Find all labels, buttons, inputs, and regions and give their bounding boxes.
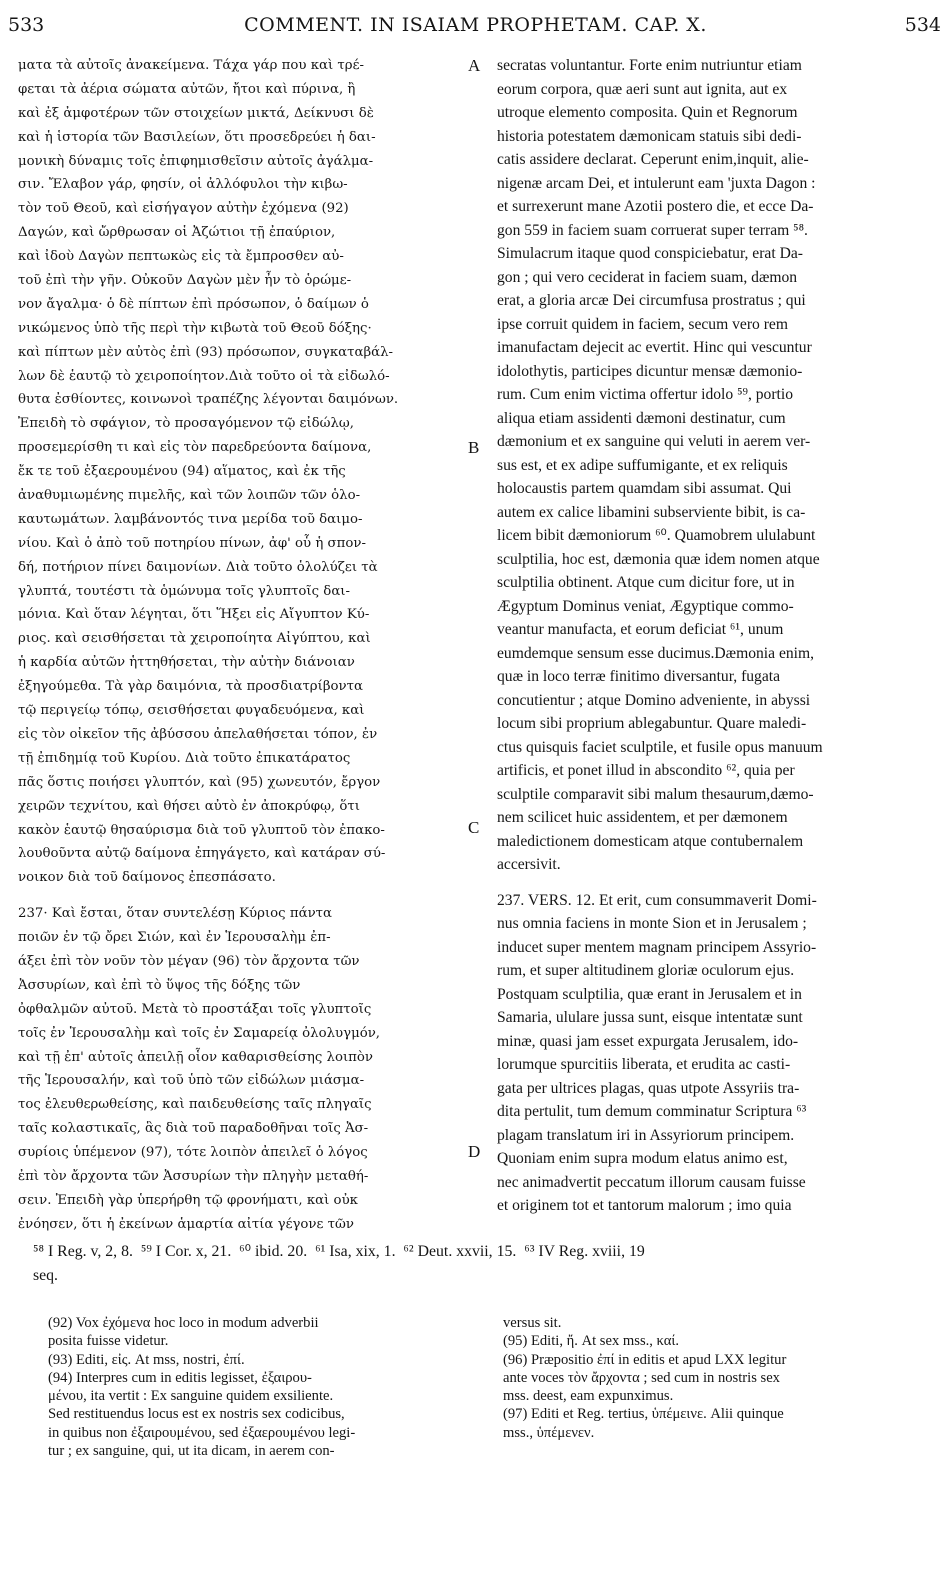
footnote-references: ⁵⁸ I Reg. v, 2, 8. ⁵⁹ I Cor. x, 21. ⁶⁰ ibid. 20. ⁶¹ Isa, xix, 1. ⁶² Deut. xxvii, 15. ⁶³ IV Reg. xviii, 19 seq. xyxy=(33,1243,645,1284)
latin-text-line: historia potestatem dæmonicam statuis sibi dedi- xyxy=(497,127,802,145)
latin-text-line: nigenæ arcam Dei, et intulerunt eam 'juxta Dagon : xyxy=(497,174,816,192)
latin-text-line: nem scilicet huic assidentem, et per dæmonem xyxy=(497,809,788,826)
latin-text-line: ctus quisquis faciet sculptile, et fusile opus manuum xyxy=(497,738,823,756)
latin-text-line: idolothytis, participes dicuntur mensæ dæmonio- xyxy=(497,362,803,380)
greek-text-line: τῇ ἐπιδημίᾳ τοῦ Κυρίου. Διὰ τοῦτο ἐπικατάρατος xyxy=(18,750,351,766)
greek-text-line: καὶ τῇ ἐπ' αὐτοῖς ἀπειλῇ οἷον καθαρισθείσης λοιπὸν xyxy=(18,1049,374,1065)
greek-column xyxy=(18,54,480,1237)
greek-text-line: μονικὴ δύναμις τοῖς ἐπιφημισθεῖσιν αὐτοῖς ἀγάλμα- xyxy=(18,153,374,169)
latin-text-line: Quoniam enim supra modum elatus animo est, xyxy=(497,1150,788,1167)
latin-column xyxy=(497,54,927,1218)
greek-text-line: άξει ἐπὶ τὸν νοῦν τὸν μέγαν (96) τὸν ἄρχοντα τῶν xyxy=(18,953,360,969)
latin-text-line: dita pertulit, tum demum comminatur Scriptura ⁶³ xyxy=(497,1103,807,1120)
latin-text-line: Samaria, ululare jussa sunt, eisque intentatæ sunt xyxy=(497,1009,803,1026)
latin-text-line: eumdemque sensum esse ducimus.Dæmonia enim, xyxy=(497,644,815,662)
latin-text-line: Postquam sculptilia, quæ erant in Jerusalem et in xyxy=(497,985,802,1003)
note-line: mss. deest, eam expunximus. xyxy=(503,1388,674,1405)
note-line: μένου, ita vertit : Ex sanguine quidem exsiliente. xyxy=(48,1388,334,1405)
greek-text-line: καυτωμάτων. λαμβάνοντός τινα μερίδα τοῦ δαιμο- xyxy=(18,511,363,527)
note-line: in quibus non ἐξαιρουμένου, sed ἐξαερουμένου legi- xyxy=(48,1424,356,1441)
latin-text-line: Ægyptum Dominus veniat, Ægyptique commo- xyxy=(497,597,794,615)
latin-text-line: maledictionem domesticam atque contubernalem xyxy=(497,832,804,850)
greek-text-line: ἡ καρδία αὐτῶν ἡττηθήσεται, τὴν αὐτὴν διάνοιαν xyxy=(18,655,355,671)
latin-text-line: rum. Cum enim victima offertur idolo ⁵⁹, portio xyxy=(497,386,793,403)
greek-text-line: καὶ ἰδοὺ Δαγὼν πεπτωκὼς εἰς τὰ ἔμπροσθεν αὐ- xyxy=(18,249,344,265)
margin-letter-b: B xyxy=(468,438,480,457)
greek-text-line: τος ἐλευθερωθείσης, καὶ παιδευθείσης ταῖς πληγαῖς xyxy=(18,1097,372,1113)
greek-text-line: τοῦ ἐπὶ τὴν γῆν. Οὐκοῦν Δαγὼν μὲν ἦν τὸ ὁρώμε- xyxy=(18,273,352,289)
greek-text-line: ματα τὰ αὐτοῖς ἀνακείμενα. Τάχα γάρ που καὶ τρέ- xyxy=(18,58,364,73)
greek-text-line: μόνια. Καὶ ὅταν λέγηται, ὅτι Ἥξει εἰς Αἴγυπτον Κύ- xyxy=(18,607,370,623)
greek-text-line: εἰς τὸν οἰκεῖον τῆς ἀβύσσου ἀπελαθήσεται τόπον, ἐν xyxy=(18,726,378,742)
notes-left xyxy=(48,1314,488,1460)
section-gap xyxy=(18,890,480,902)
latin-text-line: et surrexerunt mane Azotii postero die, et ecce Da- xyxy=(497,198,814,215)
latin-text-line: sus est, et ex adipe suffumigante, et ex reliquis xyxy=(497,456,788,474)
greek-text-line: ἐξηγούμεθα. Τὰ γὰρ δαιμόνια, τὰ προσδιατρίβοντα xyxy=(18,679,363,695)
greek-text-line: Ἀσσυρίων, καὶ ἐπὶ τὸ ὕψος τῆς δόξης τῶν xyxy=(18,977,301,993)
latin-text-line: ipse corruit quidem in faciem, secum vero rem xyxy=(497,315,788,333)
page-number-left: 533 xyxy=(8,14,45,36)
greek-text-line: σειν. Ἐπειδὴ γὰρ ὑπερήρθη τῷ φρονήματι, καὶ οὐκ xyxy=(18,1192,358,1208)
greek-text-line: καὶ ἡ ἱστορία τῶν Βασιλείων, ὅτι προσεδρεύει ἡ δαι- xyxy=(18,129,376,145)
latin-text-line: locum sibi proprium ablegabuntur. Quare maledi- xyxy=(497,715,807,732)
latin-text-line: catis assidere declarat. Ceperunt enim,inquit, alie- xyxy=(497,151,809,168)
latin-text-line: utroque elemento composita. Quin et Regnorum xyxy=(497,104,798,121)
latin-text-line: accersivit. xyxy=(497,856,561,873)
latin-text-line: inducet super mentem magnam principem Assyrio- xyxy=(497,938,817,956)
greek-text-line: σιν. Ἔλαβον γάρ, φησίν, οἱ ἀλλόφυλοι τὴν κιβω- xyxy=(18,177,348,193)
latin-text-line: rum, et super altitudinem gloriæ oculorum ejus. xyxy=(497,962,795,979)
note-line: Sed restituendus locus est ex nostris sex codicibus, xyxy=(48,1406,345,1423)
latin-text-line: sculptile comparavit sibi malum thesaurum,dæmo- xyxy=(497,785,814,803)
greek-text-line: χειρῶν τεχνίτου, καὶ θήσει αὐτὸ ἐν ἀποκρύφῳ, ὅτι xyxy=(18,798,360,814)
note-line: (97) Editi et Reg. tertius, ὑπέμεινε. Alii quinque xyxy=(503,1406,784,1423)
greek-text-line: ριος. καὶ σεισθήσεται τὰ χειροποίητα Αἰγύπτου, καὶ xyxy=(18,631,371,647)
greek-text-line: ποιῶν ἐν τῷ ὄρει Σιών, καὶ ἐν Ἱερουσαλὴμ ἐπ- xyxy=(18,930,331,946)
latin-text-line: eorum corpora, quæ aeri sunt aut ignita, aut ex xyxy=(497,80,788,98)
latin-text-line: nus omnia faciens in monte Sion et in Jerusalem ; xyxy=(497,915,807,932)
greek-text-line: νον ἄγαλμα· ὁ δὲ πίπτων ἐπὶ πρόσωπον, ὁ δαίμων ὁ xyxy=(18,296,369,312)
latin-text-line: gata per ultrices plagas, quas utpote Assyriis tra- xyxy=(497,1079,800,1097)
greek-text-line: ἐνόησεν, ὅτι ἡ ἐκείνων ἁμαρτία αἰτία γέγονε τῶν xyxy=(18,1216,354,1232)
latin-text-line: sculptilia, hoc est, dæmonia quæ idem nomen atque xyxy=(497,550,820,568)
greek-text-line: νοικον διὰ τοῦ δαίμονος ἐπεσπάσατο. xyxy=(18,870,276,886)
greek-text-line: ἀναθυμιωμένης πιμελῆς, καὶ τῶν λοιπῶν τῶν ὁλο- xyxy=(18,488,361,504)
latin-text-line: imanufactam dejecit ac evertit. Hinc qui vescuntur xyxy=(497,339,812,356)
latin-text-line: 237. VERS. 12. Et erit, cum consummaverit Domi- xyxy=(497,891,817,909)
greek-text-line: Ἐπειδὴ τὸ σφάγιον, τὸ προσαγόμενον τῷ εἰδώλῳ, xyxy=(18,416,354,432)
latin-text-line: dæmonium et ex sanguine qui veluti in aerem ver- xyxy=(497,433,811,450)
greek-text-line: ταῖς κολαστικαῖς, ἃς διὰ τοῦ παραδοθῆναι τοῖς Ἀσ- xyxy=(18,1121,369,1137)
greek-text-line: ἐπὶ τὸν ἄρχοντα τῶν Ἀσσυρίων τὴν πληγὴν μεταθή- xyxy=(18,1168,369,1184)
greek-text-line: νίου. Καὶ ὁ ἀπὸ τοῦ ποτηρίου πίνων, ἀφ' οὗ ἡ σπον- xyxy=(18,535,366,551)
greek-text-line: τῷ περιγείῳ τόπῳ, σεισθήσεται φυγαδευόμενα, καὶ xyxy=(18,703,365,719)
latin-text-line: artificis, et ponet illud in abscondito ⁶², quia per xyxy=(497,762,795,779)
running-title: COMMENT. IN ISAIAM PROPHETAM. CAP. X. xyxy=(244,14,707,36)
latin-text-line: sculptilia obtinent. Atque cum dicitur fore, ut in xyxy=(497,574,795,591)
greek-text-line: ὀφθαλμῶν αὐτοῦ. Μετὰ τὸ προστάξαι τοῖς γλυπτοῖς xyxy=(18,1001,372,1017)
greek-text-line: Δαγών, καὶ ὤρθρωσαν οἱ Ἀζώτιοι τῇ ἐπαύριον, xyxy=(18,225,336,241)
latin-text-line: erat, a gloria arcæ Dei circumfusa prostratus ; qui xyxy=(497,292,806,309)
greek-text-line: νικώμενος ὑπὸ τῆς περὶ τὴν κιβωτὰ τοῦ Θεοῦ δόξης· xyxy=(18,320,372,336)
page-number-right: 534 xyxy=(904,14,941,36)
latin-text-line: et originem tot et tantorum malorum ; imo quia xyxy=(497,1197,792,1214)
greek-text-line: πᾶς ὅστις ποιήσει γλυπτόν, καὶ (95) χωνευτόν, ἔργον xyxy=(18,774,381,790)
greek-text-line: τὸν τοῦ Θεοῦ, καὶ εἰσήγαγον αὐτὴν ἐχόμενα (92) xyxy=(18,201,349,217)
greek-text-line: δή, ποτήριον πίνει δαιμονίων. Διὰ τοῦτο ὁλολύζει τὰ xyxy=(18,559,378,575)
note-line: (95) Editi, ἤ. At sex mss., καί. xyxy=(503,1333,680,1350)
section-gap xyxy=(497,877,927,889)
note-line: versus sit. xyxy=(503,1315,562,1331)
latin-text-line: plagam translatum iri in Assyriorum principem. xyxy=(497,1126,795,1144)
note-line: posita fuisse videtur. xyxy=(48,1333,169,1350)
latin-text-line: minæ, quasi jam esset expurgata Jerusalem, ido- xyxy=(497,1032,799,1050)
latin-text-line: gon 559 in faciem suam corruerat super terram ⁵⁸. xyxy=(497,221,808,239)
greek-text-line: κακὸν ἑαυτῷ θησαύρισμα διὰ τοῦ γλυπτοῦ τὸν ἐπακο- xyxy=(18,822,385,838)
latin-text-line: quæ in loco terræ finitimo diversantur, fugata xyxy=(497,668,781,685)
greek-text-line: ἔκ τε τοῦ ἐξαερουμένου (94) αἵματος, καὶ ἐκ τῆς xyxy=(18,464,346,480)
greek-text-line: τοῖς ἐν Ἱερουσαλὴμ καὶ τοῖς ἐν Σαμαρείᾳ ὀλολυγμόν, xyxy=(18,1025,381,1041)
greek-text-line: λουθοῦντα αὐτῷ δαίμονα ἐπηγάγετο, καὶ κατάραν σύ- xyxy=(18,846,386,862)
latin-text-line: Simulacrum itaque quod conspiciebatur, erat Da- xyxy=(497,245,803,262)
latin-text-line: holocaustis partem quamdam sibi assumat. Qui xyxy=(497,480,792,497)
margin-letter-c: C xyxy=(468,818,480,837)
margin-letter-a: A xyxy=(468,56,481,75)
greek-text-line: συρίοις ὑπέμενον (97), τότε λοιπὸν ἀπειλεῖ ὁ λόγος xyxy=(18,1145,368,1161)
greek-text-line: τῆς Ἱερουσαλήν, καὶ τοῦ ὑπὸ τῶν εἰδώλων μιάσμα- xyxy=(18,1073,365,1089)
note-line: (96) Præpositio ἐπί in editis et apud LXX legitur xyxy=(503,1351,787,1368)
note-line: ante voces τὸν ἄρχοντα ; sed cum in nostris sex xyxy=(503,1369,780,1386)
latin-text-line: lorumque spurcitiis liberata, et erudita ac casti- xyxy=(497,1056,791,1073)
latin-text-line: gon ; qui vero ceciderat in faciem suam, dæmon xyxy=(497,268,798,286)
note-line: (92) Vox ἐχόμενα hoc loco in modum adverbii xyxy=(48,1315,319,1331)
margin-letter-d: D xyxy=(468,1142,481,1161)
greek-text-line: λων δὲ ἑαυτῷ τὸ χειροποίητον.Διὰ τοῦτο οἱ τὰ εἰδωλό- xyxy=(18,368,390,384)
latin-text-line: licem bibit dæmoniorum ⁶⁰. Quamobrem ululabunt xyxy=(497,527,816,544)
latin-text-line: nec animadvertit peccatum illorum causam fuisse xyxy=(497,1173,806,1191)
notes-right xyxy=(503,1314,923,1442)
greek-text-line: θυτα ἐσθίοντες, κοινωνοὶ τραπέζης λέγονται δαιμόνων. xyxy=(18,392,399,408)
note-line: tur ; ex sanguine, qui, ut ita dicam, in aerem con- xyxy=(48,1443,335,1460)
latin-text-line: secratas voluntantur. Forte enim nutriuntur etiam xyxy=(497,57,802,74)
greek-text-line: προσεμερίσθη τι καὶ εἰς τὸν παρεδρεύοντα δαίμονα, xyxy=(18,440,372,456)
greek-text-line: 237· Καὶ ἔσται, ὅταν συντελέσῃ Κύριος πάντα xyxy=(18,906,332,922)
greek-text-line: καὶ ἐξ ἀμφοτέρων τῶν στοιχείων μικτά, Δείκνυσι δὲ xyxy=(18,105,374,121)
greek-text-line: φεται τὰ ἀέρια σώματα αὐτῶν, ἤτοι καὶ πύρινα, ἢ xyxy=(18,81,356,97)
note-line: mss., ὑπέμενεν. xyxy=(503,1424,595,1441)
greek-text-line: γλυπτά, τουτέστι τὰ ὁμώνυμα τοῖς γλυπτοῖς δαι- xyxy=(18,583,351,599)
latin-text-line: aliqua etiam assidenti dæmoni destinatur, cum xyxy=(497,409,786,427)
latin-text-line: autem ex calice libamini subserviente bibit, is ca- xyxy=(497,503,806,521)
latin-text-line: veantur manufacta, et eorum deficiat ⁶¹, unum xyxy=(497,621,784,638)
note-line: (94) Interpres cum in editis legisset, ἐξαιρου- xyxy=(48,1369,312,1386)
greek-text-line: καὶ πίπτων μὲν αὐτὸς ἐπὶ (93) πρόσωπον, συγκαταβάλ- xyxy=(18,344,394,360)
latin-text-line: concutientur ; atque Domino adveniente, in abyssi xyxy=(497,691,811,709)
note-line: (93) Editi, εἰς. At mss, nostri, ἐπί. xyxy=(48,1351,245,1368)
